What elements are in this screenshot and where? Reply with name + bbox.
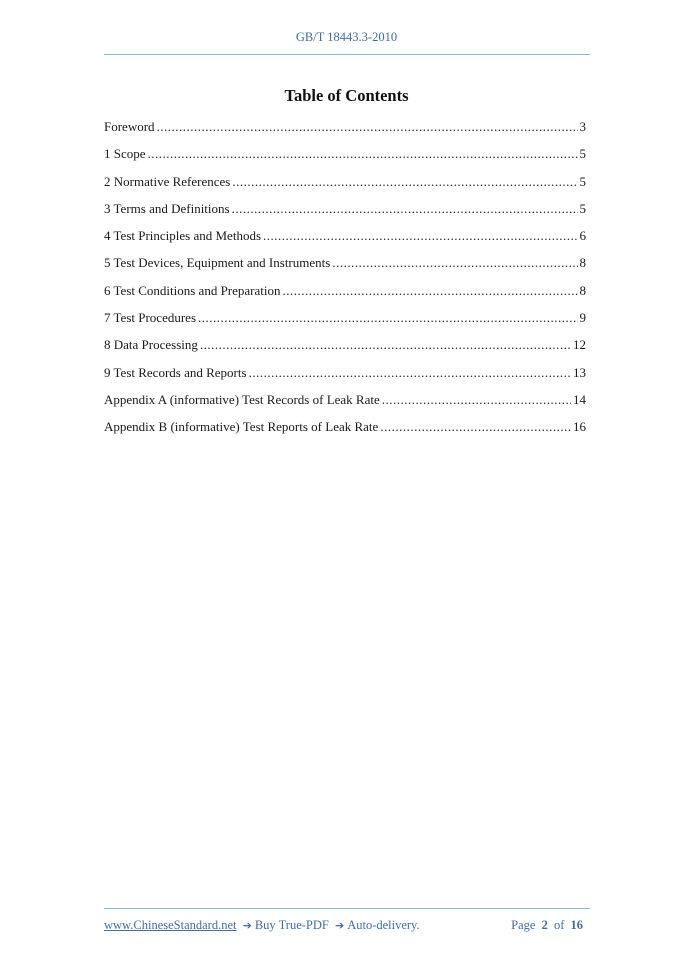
toc-entry[interactable] [104,144,586,171]
right-arrow-icon: ➔ [334,919,345,932]
toc-entry-label: 6 Test Conditions and Preparation [104,282,281,298]
document-header: GB/T 18443.3-2010 [295,30,398,44]
table-of-contents [104,117,586,445]
toc-entry-page: 3 [579,119,586,134]
toc-entry-label: 3 Terms and Definitions [104,200,230,216]
toc-entry-label: 5 Test Devices, Equipment and Instruments [104,255,331,271]
toc-dot-leader [382,390,571,410]
chinese-standard-link[interactable]: www.ChineseStandard.net [104,918,237,932]
toc-entry-label: 1 Scope [104,146,146,162]
toc-dot-leader [232,199,578,219]
toc-entry-page: 16 [573,419,586,435]
toc-entry-label: 9 Test Records and Reports [104,364,247,380]
toc-entry-label: 8 Data Processing [104,337,198,353]
header-divider [104,54,590,55]
toc-entry[interactable] [104,308,586,335]
total-page-count: 16 [570,918,583,932]
toc-entry-page: 9 [579,310,586,326]
footer-promo [104,918,420,933]
toc-dot-leader [198,308,578,328]
toc-dot-leader [249,363,571,383]
toc-entry[interactable] [104,117,586,144]
toc-entry[interactable] [104,335,586,362]
right-arrow-icon: ➔ [242,919,252,932]
toc-entry-label: Appendix A (informative) Test Records of Leak Rate [104,391,380,407]
page-indicator [511,918,586,933]
page-footer [104,918,586,933]
toc-dot-leader [157,117,578,137]
toc-dot-leader [263,226,577,246]
toc-entry[interactable] [104,226,586,253]
toc-entry[interactable] [104,253,586,280]
toc-entry-page: 6 [579,228,586,244]
toc-entry-label: 2 Normative References [104,173,231,189]
auto-delivery-text: Auto-delivery. [347,918,420,932]
footer-divider [104,908,590,909]
toc-entry-label: 4 Test Principles and Methods [104,228,262,244]
toc-entry-page: 8 [579,255,586,271]
toc-entry-label: 7 Test Procedures [104,310,196,326]
toc-dot-leader [232,172,577,192]
toc-dot-leader [380,417,571,437]
page-of-text: of [553,918,565,932]
buy-true-pdf-text: Buy True-PDF [254,918,329,932]
toc-entry[interactable] [104,363,586,390]
page-prefix: Page [511,918,536,932]
toc-entry-page: 8 [579,282,586,298]
toc-entry[interactable] [104,281,586,308]
toc-dot-leader [332,253,577,273]
toc-entry[interactable] [104,390,586,417]
toc-entry-page: 5 [579,146,586,162]
toc-dot-leader [148,144,578,164]
toc-entry-label: Appendix B (informative) Test Reports of Leak Rate [104,419,379,435]
toc-dot-leader [283,281,578,301]
toc-entry-label: Foreword [104,119,155,134]
toc-entry-page: 12 [573,337,586,353]
current-page-number: 2 [541,918,548,932]
toc-entry-page: 13 [573,364,586,380]
toc-entry-page: 5 [579,200,586,216]
toc-entry[interactable] [104,417,586,444]
toc-entry-page: 5 [579,173,586,189]
toc-entry-page: 14 [573,391,586,407]
toc-dot-leader [200,335,571,355]
toc-entry[interactable] [104,172,586,199]
page-title: Table of Contents [284,86,409,105]
toc-entry[interactable] [104,199,586,226]
